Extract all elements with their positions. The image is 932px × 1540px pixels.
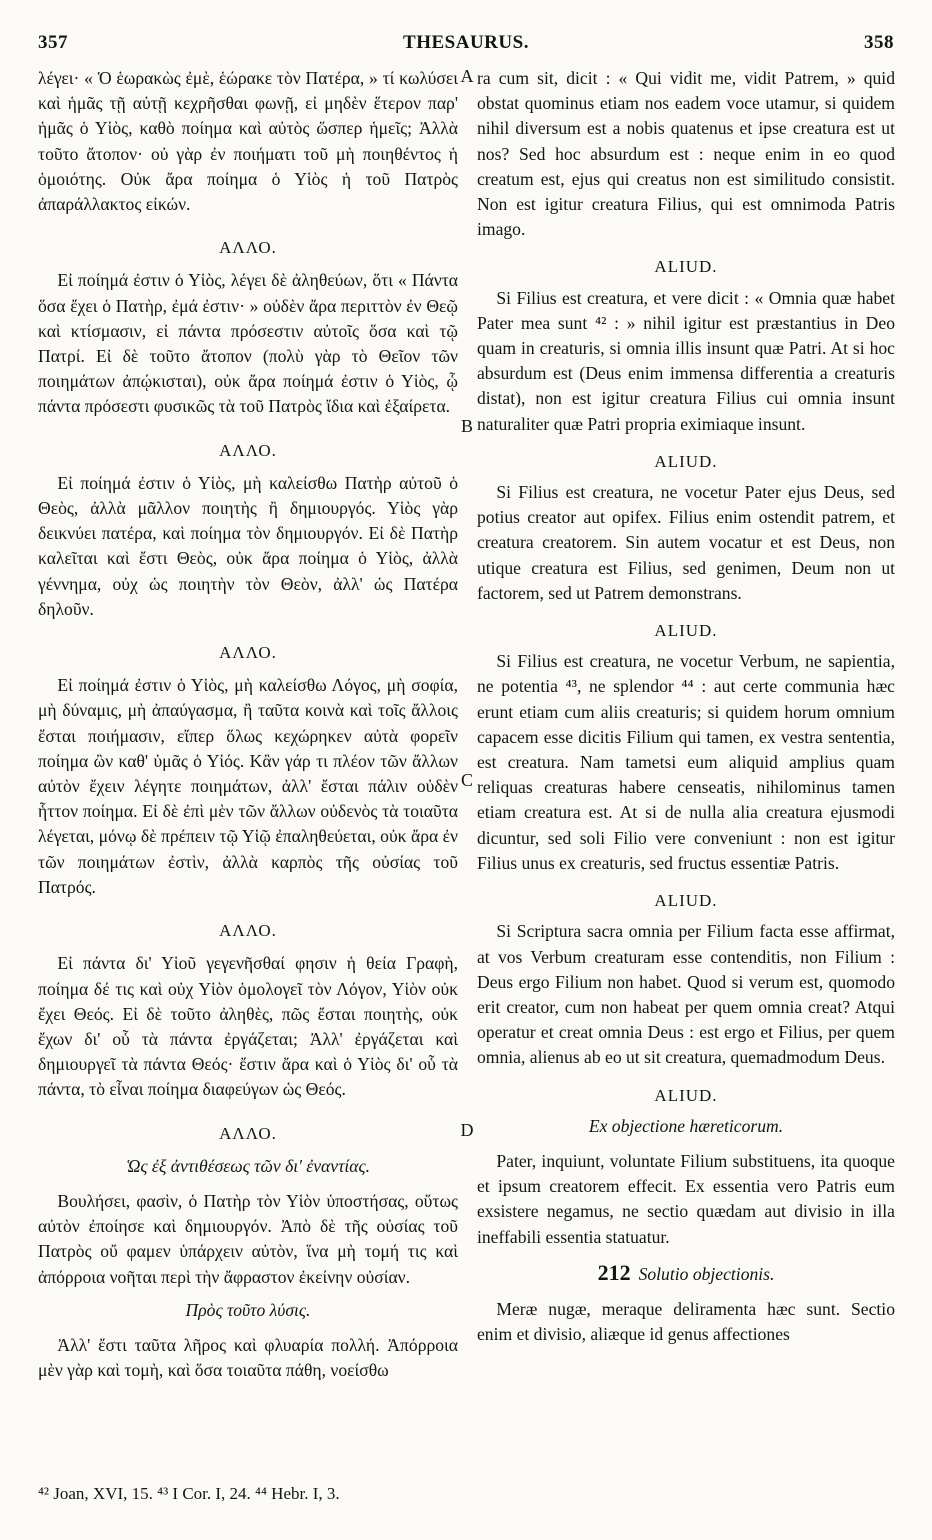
latin-paragraph: Si Scriptura sacra omnia per Filium facta esse affirmat, at vos Verbum creaturam esse contenditis, non Filium : Deus ergo Filium non habet. Quod si verum est, quomodo erit creator, cum non habeat per quem omnia creat? Atqui operatur et creat omnia Deus : est ergo et Filius, per quem omnia, alienus ab eo ut sit creatura, quemadmodum Deus. [477, 921, 895, 1068]
latin-subheading: Ex objectione hæreticorum. [588, 1115, 784, 1136]
margin-letter-a: A [460, 66, 474, 86]
greek-intro: λέγει· « Ὁ ἑωρακὼς ἐμὲ, ἑώρακε τὸν Πατέρα, » τί κωλύσει καὶ ἡμᾶς τῇ αὐτῇ κεχρῆσθαι φωνῇ, εἰ μηδὲν ἕτερον παρ' ἡμᾶς ὁ Υἱὸς, καθὸ ποίημα καὶ αὐτὸς ὥσπερ ἡμεῖς; Ἀλλὰ τοῦτο ἄτοπον· οὐ γὰρ ἐν ποιήματι τοῦ μὴ ποιηθέντος ἡ ὁμοιότης. Οὐκ ἄρα ποίημα ὁ Υἱὸς ἡ τοῦ Πατρὸς ἀπαράλλακτος εἰκών. [38, 68, 458, 215]
margin-letter-b: B [460, 416, 473, 436]
latin-paragraph: Si Filius est creatura, ne vocetur Pater ejus Deus, sed potius creator aut opifex. Filius enim ostendit patrem, et creatura creatorem. Sin autem vocatur et est Deus, non utique creatura est Filius, sed genimen, Deum non ut factorem, sed ut Patrem demonstrans. [477, 482, 895, 603]
greek-heading: ΑΛΛΟ. [219, 643, 277, 663]
greek-heading: ΑΛΛΟ. [219, 921, 277, 941]
greek-paragraph: Ἀλλ' ἔστι ταῦτα λῆρος καὶ φλυαρία πολλή. Ἀπόρροια μὲν γὰρ καὶ τομὴ, καὶ ὅσα τοιαῦτα πάθη, νοείσθω [38, 1334, 458, 1381]
margin-letter-c: C [460, 770, 473, 790]
greek-paragraph: Εἰ ποίημά ἐστιν ὁ Υἱὸς, λέγει δὲ ἀληθεύων, ὅτι « Πάντα ὅσα ἔχει ὁ Πατὴρ, ἐμά ἐστιν· » οὐδὲν ἄρα περιττὸν ἐν Θεῷ καὶ κτίσμασιν, εἰ πάντα πρόσεστιν αὐτοῖς ὅσα καὶ τῷ Πατρί. Εἰ δὲ τοῦτο ἄτοπον (πολὺ γὰρ τὸ Θεῖον τῶν ποιημάτων ἀπῴκισται), οὐκ ἄρα ποίημά ἐστιν ὁ Υἱὸς, ᾧ πάντα πρόσεστι φυσικῶς τὰ τοῦ Πατρὸς ἴδια καὶ ἐξαίρετα. [38, 270, 458, 417]
page-number-right: 358 [864, 32, 894, 53]
running-title: THESAURUS. [403, 32, 529, 53]
latin-heading: ALIUD. [654, 1085, 718, 1105]
latin-paragraph: Meræ nugæ, meraque deliramenta hæc sunt. Sectio enim et divisio, aliæque id genus affectiones [477, 1298, 895, 1345]
greek-heading: ΑΛΛΟ. [219, 440, 277, 460]
greek-paragraph: Εἰ πάντα δι' Υἱοῦ γεγενῆσθαί φησιν ἡ θεία Γραφὴ, ποίημα δέ τις καὶ οὐχ Υἱὸν ὁμολογεῖ τὸν Λόγον, Υἱὸν οὐκ ἔχει Θεός. Εἰ δὲ τοῦτο ἀληθὲς, πῶς ἔσται ποιητὴς, οὐκ ἔχων δι' οὗ τὰ πάντα ἐργάζεται; Ἀλλ' ἐργάζεται καὶ δημιουργεῖ τὰ πάντα Θεός· ἔστιν ἄρα καὶ ὁ Υἱὸς δι' οὗ τὰ πάντα, τὸ εἶναι ποίημα διαφεύγων ὡς Θεός. [38, 953, 458, 1100]
latin-subheading-row [477, 1260, 895, 1287]
latin-column [477, 66, 895, 1347]
latin-heading: ALIUD. [654, 621, 718, 641]
greek-heading: ΑΛΛΟ. [219, 1123, 277, 1143]
greek-subheading: Ὡς ἐξ ἀντιθέσεως τῶν δι' ἐναντίας. [125, 1155, 371, 1176]
latin-paragraph: Si Filius est creatura, et vere dicit : « Omnia quæ habet Pater mea sunt ⁴² : » nihil igitur est præstantius in Deo quam in creaturis, si omnia illis insunt quæ Patri. At si hoc absurdum est (Deus enim immensa differentia a creaturis distat), non est igitur creatura Filius cui omnia insunt naturaliter quæ Patri propria eximiaque insunt. [477, 287, 895, 434]
latin-heading: ALIUD. [654, 257, 718, 277]
latin-subheading: Solutio objectionis. [638, 1263, 775, 1284]
margin-letter-d: D [460, 1120, 474, 1140]
section-number: 212 [597, 1259, 631, 1285]
latin-paragraph: Pater, inquiunt, voluntate Filium substituens, ita quoque et ipsum creatorem effecit. Ex essentia vero Patris eum exsistere negamus, ne sectio quædam aut divisio in illa ineffabili essentia statuatur. [477, 1150, 895, 1247]
greek-paragraph: Εἰ ποίημά ἐστιν ὁ Υἱὸς, μὴ καλείσθω Πατὴρ αὐτοῦ ὁ Θεὸς, ἀλλὰ μᾶλλον ποιητὴς ἢ δημιουργός. Υἱὸς γὰρ δεικνύει πατέρα, καὶ ποίημα τὸν δημιουργόν. Εἰ δὲ Πατὴρ καλεῖται καὶ ἔστι Θεὸς, οὐκ ἄρα ποίημα ὁ Υἱὸς, ἀλλὰ γέννημα, οὐχ ὡς ποιητὴν τὸν Θεὸν, ἀλλ' ὡς Πατέρα δηλοῦν. [38, 472, 458, 619]
latin-paragraph: Si Filius est creatura, ne vocetur Verbum, ne sapientia, ne potentia ⁴³, ne splendor ⁴⁴ : aut certe communia hæc erunt etiam cum aliis creaturis; si quidem horum omnium capacem esse dicitis Filium qui tamen, ex vestra sententia, est creatura. Nam tametsi eum aliquid amplius quam reliquas creaturas habere censeatis, nihilominus tamen etiam creatura est. At si de nulla alia creatura ejusmodi dicuntur, sed soli Filio vere conveniunt : non est igitur Filius unus ex creaturis, sed fructus essentiæ Patris. [477, 651, 895, 873]
page-number-left: 357 [38, 32, 68, 53]
latin-heading: ALIUD. [654, 451, 718, 471]
latin-intro: ra cum sit, dicit : « Qui vidit me, vidit Patrem, » quid obstat quominus etiam nos eadem voce utamur, si quidem nihil diversum est a nobis quatenus et ipse creatura est ut nos? Sed hoc absurdum est : neque enim in eo quod creatum est, ejus qui creatus non est similitudo consistit. Non est igitur creatura Filius, qui est omnimoda Patris imago. [477, 68, 895, 240]
greek-heading: ΑΛΛΟ. [219, 238, 277, 258]
greek-paragraph: Βουλήσει, φασὶν, ὁ Πατὴρ τὸν Υἱὸν ὑποστήσας, οὕτως αὐτὸν ἐποίησε καὶ δημιουργόν. Ἀπὸ δὲ τῆς οὐσίας τοῦ Πατρὸς οὔ φαμεν ὑπάρχειν αὐτὸν, ἵνα μὴ τομή τις καὶ ἀπόρροια νοῆται περὶ τὴν ἄφραστον ἐκείνην οὐσίαν. [38, 1190, 458, 1287]
greek-column [38, 66, 458, 1383]
footnotes: ⁴² Joan, XVI, 15. ⁴³ I Cor. I, 24. ⁴⁴ Hebr. I, 3. [38, 1484, 340, 1503]
latin-heading: ALIUD. [654, 891, 718, 911]
greek-subheading: Πρὸς τοῦτο λύσις. [185, 1299, 311, 1320]
greek-paragraph: Εἰ ποίημά ἐστιν ὁ Υἱὸς, μὴ καλείσθω Λόγος, μὴ σοφία, μὴ δύναμις, μὴ ἀπαύγασμα, ἢ ταῦτα κοινὰ καὶ τοῖς ἄλλοις ἔσται ποιήμασιν, εἴπερ ὅλως κεχώρηκεν αὐτὰ φορεῖν ποίημα ὢν καθ' ὑμᾶς ὁ Υἱός. Κἂν γάρ τι πλέον τῶν ἄλλων αὐτὸν ἔχειν λέγητε ποιημάτων, ἀλλ' ἔσται πάλιν οὐδὲν ἧττον ποίημα. Εἰ δὲ ἐπὶ μὲν τῶν ἄλλων οὐδενὸς τὰ τοιαῦτα λέγεται, μόνῳ δὲ πρέπειν τῷ Υἱῷ ἐπαληθεύεται, οὐκ ἄρα ἐν τῶν ποιημάτων ἐστὶν, ἀλλὰ καρπὸς τῆς οὐσίας τοῦ Πατρός. [38, 675, 458, 897]
